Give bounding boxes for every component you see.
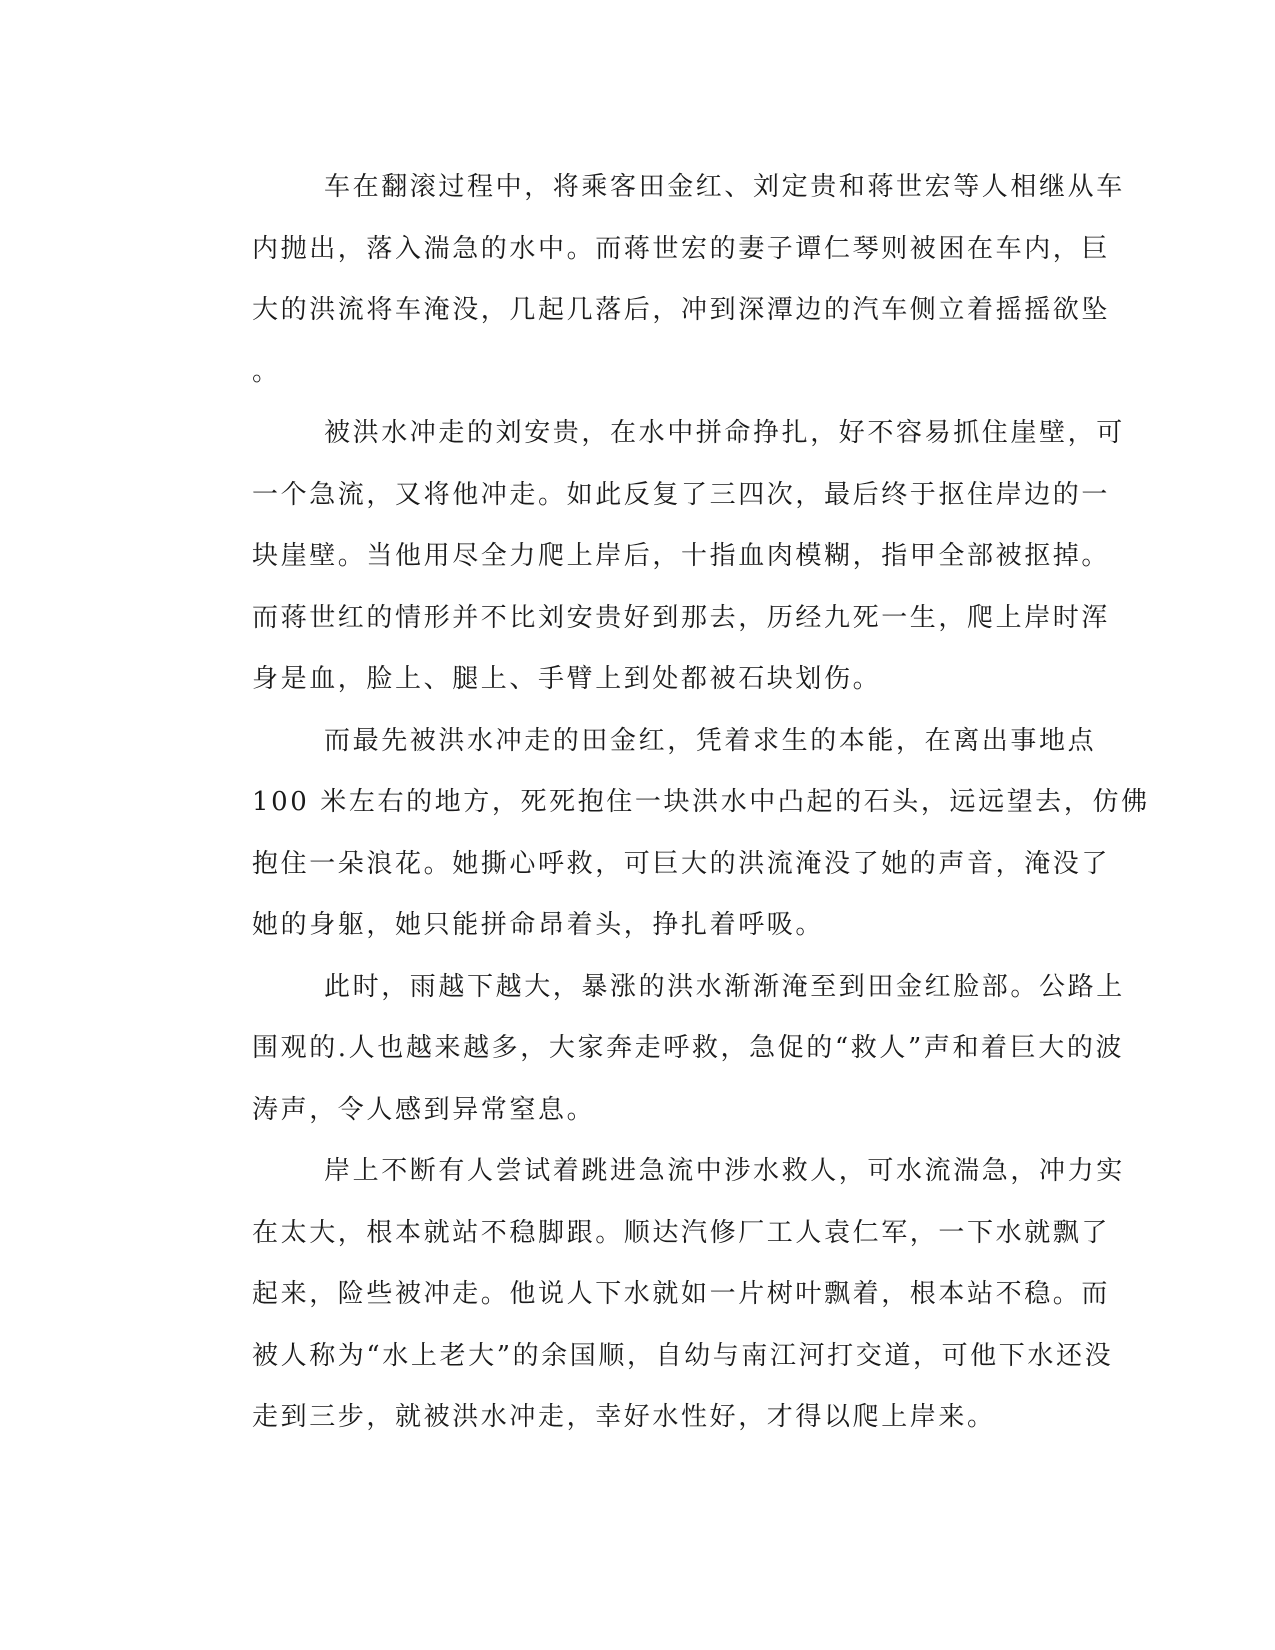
text-line: 围观的.人也越来越多，大家奔走呼救，急促的“救人”声和着巨大的波 [252,1033,1125,1063]
paragraph-1 [180,157,1125,403]
text-line: 一个急流，又将他冲走。如此反复了三四次，最后终于抠住岸边的一 [252,479,1111,510]
text-line: 车在翻滚过程中，将乘客田金红、刘定贵和蒋世宏等人相继从车 [324,172,1125,202]
text-line: 而最先被洪水冲走的田金红，凭着求生的本能，在离出事地点 [324,725,1097,756]
paragraph-2 [180,403,1125,711]
text-line: 在太大，根本就站不稳脚跟。顺达汽修厂工人袁仁军，一下水就飘了 [252,1217,1111,1248]
paragraph-5 [180,1141,1125,1449]
text-line: 100 米左右的地方，死死抱住一块洪水中凸起的石头，远远望去，仿佛 [252,787,1150,817]
text-line: 起来，险些被冲走。他说人下水就如一片树叶飘着，根本站不稳。而 [252,1279,1111,1309]
text-line: 身是血，脸上、腿上、手臂上到处都被石块划伤。 [252,664,882,694]
text-line: 走到三步，就被洪水冲走，幸好水性好，才得以爬上岸来。 [252,1402,996,1432]
text-line: 块崖壁。当他用尽全力爬上岸后，十指血肉模糊，指甲全部被抠掉。 [252,541,1111,571]
text-line: 被人称为“水上老大”的余国顺，自幼与南江河打交道，可他下水还没 [252,1340,1114,1371]
paragraph-4 [180,957,1125,1142]
text-line: 涛声，令人感到异常窒息。 [252,1094,596,1125]
text-line: 被洪水冲走的刘安贵，在水中拼命挣扎，好不容易抓住崖壁，可 [324,418,1125,448]
text-line: 岸上不断有人尝试着跳进急流中涉水救人，可水流湍急，冲力实 [324,1156,1125,1186]
text-line: 而蒋世红的情形并不比刘安贵好到那去，历经九死一生，爬上岸时浑 [252,602,1111,633]
text-line: 此时，雨越下越大，暴涨的洪水渐渐淹至到田金红脸部。公路上 [324,971,1125,1002]
paragraph-3 [180,711,1150,957]
document-page [180,157,1150,1449]
text-line: 大的洪流将车淹没，几起几落后，冲到深潭边的汽车侧立着摇摇欲坠 [252,295,1111,325]
text-line: 内抛出，落入湍急的水中。而蒋世宏的妻子谭仁琴则被困在车内，巨 [252,233,1111,264]
text-line: 她的身躯，她只能拼命昂着头，挣扎着呼吸。 [252,910,825,940]
text-line: 。 [252,356,281,387]
text-line: 抱住一朵浪花。她撕心呼救，可巨大的洪流淹没了她的声音，淹没了 [252,848,1111,879]
